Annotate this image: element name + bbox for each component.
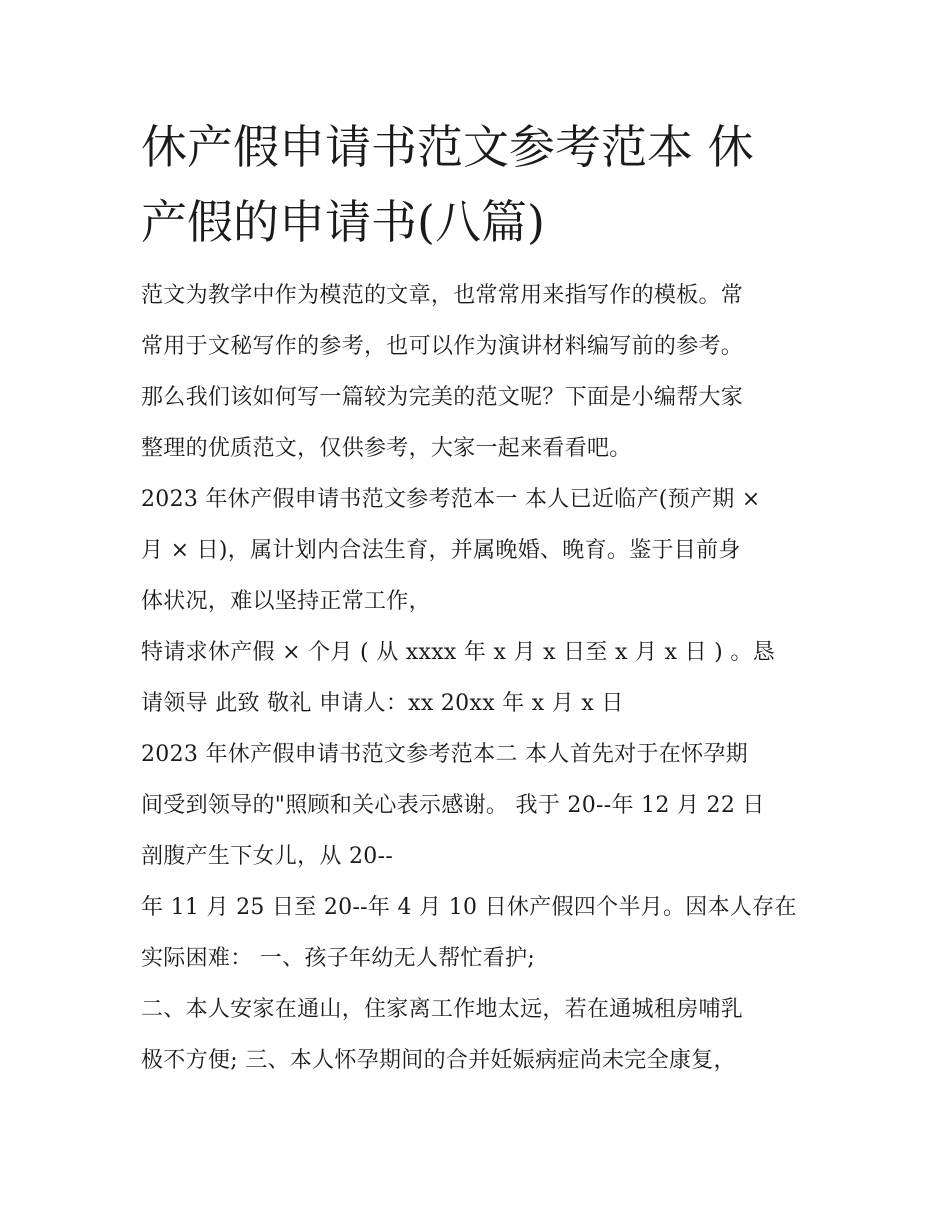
body-line: 实际困难： 一、孩子年幼无人帮忙看护; [141, 946, 536, 971]
body-line: 二、本人安家在通山，住家离工作地太远，若在通城租房哺乳 [141, 997, 744, 1022]
body-line: 月 × 日)，属计划内合法生育，并属晚婚、晚育。鉴于目前身 [141, 538, 741, 563]
body-line: 间受到领导的"照顾和关心表示感谢。 我于 20--年 12 月 22 日 [141, 793, 765, 818]
title-line-1: 休产假申请书范文参考范本 休 [141, 120, 754, 174]
body-line: 特请求休产假 × 个月 ( 从 xxxx 年 x 月 x 日至 x 月 x 日 ) 。恳 [141, 640, 775, 665]
document-body [141, 270, 813, 1086]
body-line: 剖腹产生下女儿，从 20-- [141, 844, 394, 869]
body-line: 范文为教学中作为模范的文章，也常常用来指写作的模板。常 [141, 283, 744, 308]
body-line: 2023 年休产假申请书范文参考范本二 本人首先对于在怀孕期 [141, 742, 748, 767]
body-line: 2023 年休产假申请书范文参考范本一 本人已近临产(预产期 × [141, 487, 761, 512]
body-line: 体状况，难以坚持正常工作， [141, 589, 431, 614]
body-line: 极不方便; 三、本人怀孕期间的合并妊娠病症尚未完全康复， [141, 1048, 736, 1073]
document-page [141, 110, 813, 1086]
body-line: 整理的优质范文，仅供参考，大家一起来看看吧。 [141, 436, 632, 461]
document-title [141, 110, 813, 260]
body-line: 那么我们该如何写一篇较为完美的范文呢？下面是小编帮大家 [141, 385, 744, 410]
body-line: 年 11 月 25 日至 20--年 4 月 10 日休产假四个半月。因本人存在 [141, 895, 797, 920]
body-line: 常用于文秘写作的参考，也可以作为演讲材料编写前的参考。 [141, 334, 744, 359]
body-line: 请领导 此致 敬礼 申请人：xx 20xx 年 x 月 x 日 [141, 691, 624, 716]
title-line-2: 产假的申请书(八篇) [141, 195, 545, 249]
